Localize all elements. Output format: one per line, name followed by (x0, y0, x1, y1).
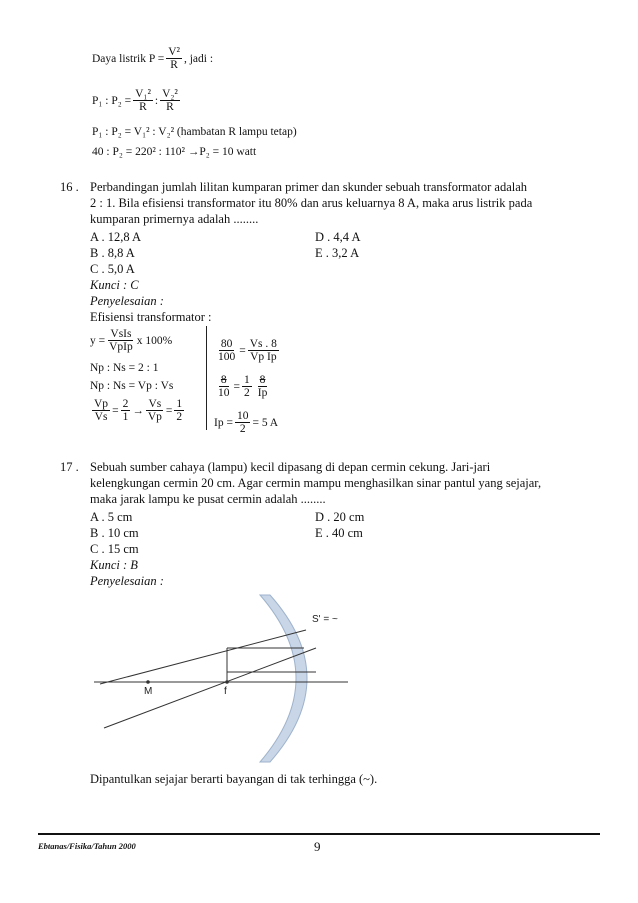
power-formula-prefix: Daya listrik P = (92, 52, 165, 65)
concave-mirror (260, 595, 307, 762)
power-fraction: $\frac{\text{V²}}{R}$ (168, 46, 180, 71)
label-m: M (144, 686, 153, 697)
power-formula-suffix: , jadi : (183, 52, 214, 65)
question-16-number: 16 . (60, 180, 79, 194)
turns-ratio-line: Np : Ns = 2 : 1 (90, 362, 159, 374)
frac-vs-vp: $\frac{Vs}{Vp}$ (147, 398, 162, 423)
current-substitution: $\frac{8}{10}$ = $\frac{1}{2}$ $\frac{8}{Ip}$ (218, 374, 268, 399)
q16-option-c: C . 5,0 A (90, 262, 135, 276)
ratio-colon: : (154, 94, 159, 107)
ratio-simplified-line: P₁ : P₂ = V₁² : V₂² (hambatan R lampu tetap) (92, 126, 297, 138)
frac-10-2: $\frac{10}{2}$ (236, 410, 249, 435)
voltage-ratio-line: $\frac{Vp}{Vs}$ = $\frac{2}{1}$ → $\frac{Vs}{Vp}$ = $\frac{1}{2}$ (94, 398, 183, 423)
efficiency-formula: y = $\frac{\text{VsIs}}{\text{VpIp}}$ x 100% (90, 328, 173, 353)
q16-efficiency-label: Efisiensi transformator : (90, 310, 212, 324)
question-17-text-line-3: maka jarak lampu ke pusat cermin adalah ........ (90, 492, 326, 506)
q16-option-d: D . 4,4 A (315, 230, 361, 244)
question-16-text-line-1: Perbandingan jumlah lilitan kumparan primer dan skunder sebuah transformator adalah (90, 180, 528, 194)
q16-solution-label: Penyelesaian : (90, 294, 164, 308)
power-formula-line (92, 46, 213, 71)
frac-8-ip: $\frac{8}{Ip}$ (257, 374, 268, 399)
q16-option-a: A . 12,8 A (90, 230, 142, 244)
q17-option-b: B . 10 cm (90, 526, 139, 540)
focus-point (225, 680, 229, 684)
label-image-infinity: S' = ~ (312, 614, 338, 625)
question-17-number: 17 . (60, 460, 79, 474)
frac-1-2-b: $\frac{1}{2}$ (244, 374, 250, 399)
center-point (146, 680, 150, 684)
question-16-text-line-3: kumparan primernya adalah ........ (90, 212, 259, 226)
frac-1-2: $\frac{1}{2}$ (176, 398, 183, 423)
incident-ray-lower (104, 648, 316, 728)
current-result: Ip = $\frac{10}{2}$ = 5 A (214, 410, 279, 435)
q16-option-e: E . 3,2 A (315, 246, 360, 260)
frac-80-100: $\frac{80}{100}$ (218, 338, 236, 363)
footer-rule (38, 833, 600, 835)
q17-solution-label: Penyelesaian : (90, 574, 164, 588)
efficiency-fraction: $\frac{\text{VsIs}}{\text{VpIp}}$ (109, 328, 133, 353)
frac-8-10: $\frac{8}{10}$ (218, 374, 230, 399)
concave-mirror-diagram (90, 592, 352, 764)
q17-option-a: A . 5 cm (90, 510, 133, 524)
ratio-fraction-2: $\frac{\text{V₂²}}{R}$ (162, 88, 178, 113)
label-f: f (224, 686, 227, 697)
frac-vs8-vpip: $\frac{Vs . 8}{\text{Vp Ip}}$ (249, 338, 277, 363)
efficiency-substitution: $\frac{80}{100}$ = $\frac{Vs . 8}{\text{Vp Ip}}$ (218, 338, 277, 363)
q17-option-e: E . 40 cm (315, 526, 363, 540)
footer-source: Ebtanas/Fisika/Tahun 2000 (38, 841, 136, 851)
incident-ray-upper (100, 630, 306, 684)
q17-conclusion: Dipantulkan sejajar berarti bayangan di tak terhingga (~). (90, 772, 378, 786)
question-17-text-line-1: Sebuah sumber cahaya (lampu) kecil dipasang di depan cermin cekung. Jari-jari (90, 460, 491, 474)
page-number: 9 (314, 839, 321, 854)
math-divider (206, 326, 207, 430)
frac-2-1: $\frac{2}{1}$ (122, 398, 129, 423)
ratio-prefix: P₁ : P₂ = (92, 94, 132, 107)
frac-vp-vs: $\frac{Vp}{Vs}$ (94, 398, 109, 423)
q17-option-c: C . 15 cm (90, 542, 139, 556)
q17-answer-key: Kunci : B (90, 558, 138, 572)
q16-answer-key: Kunci : C (90, 278, 139, 292)
q17-option-d: D . 20 cm (315, 510, 365, 524)
power-result-line: 40 : P₂ = 220² : 110² →P₂ = 10 watt (92, 146, 257, 158)
question-16-text-line-2: 2 : 1. Bila efisiensi transformator itu 80% dan arus keluarnya 8 A, maka arus listrik pada (90, 196, 533, 210)
ratio-fraction-1: $\frac{\text{V₁²}}{R}$ (135, 88, 151, 113)
q16-option-b: B . 8,8 A (90, 246, 135, 260)
turns-voltage-line: Np : Ns = Vp : Vs (90, 380, 174, 392)
question-17-text-line-2: kelengkungan cermin 20 cm. Agar cermin mampu menghasilkan sinar pantul yang sejajar, (90, 476, 542, 490)
ratio-formula-line (92, 88, 182, 113)
